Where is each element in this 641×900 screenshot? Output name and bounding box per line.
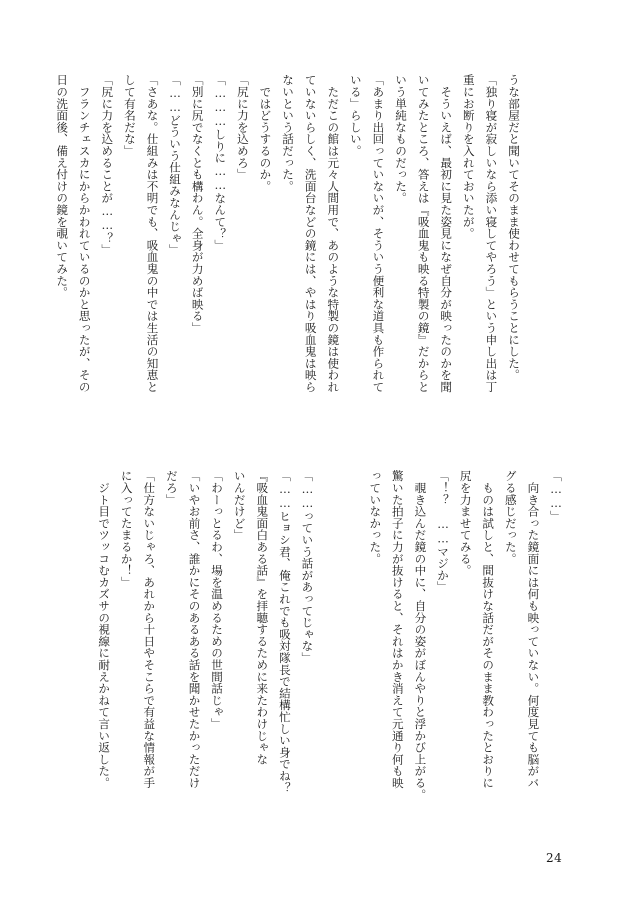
text-line: ではどうするのか。 bbox=[258, 74, 273, 192]
text-line: 『吸血鬼面白ある話』を拝聴するために来たわけじゃな bbox=[255, 470, 270, 765]
text-line: に入ってたまるか！」 bbox=[119, 470, 134, 588]
text-line: いんだけど」 bbox=[232, 470, 247, 541]
text-line: だろ」 bbox=[164, 470, 179, 506]
text-line: うな部屋だと聞いてそのまま使わせてもらうことにした。 bbox=[507, 74, 521, 381]
text-line: ただこの館は元々人間用で、あのような特製の鏡は使われ bbox=[326, 74, 341, 393]
text-line: 「あまり出回っていないが、そういう便利な道具も作られて bbox=[371, 74, 386, 393]
text-line: グる感じだった。 bbox=[503, 470, 518, 565]
text-line: 日の洗面後、備え付けの鏡を覗いてみた。 bbox=[55, 74, 70, 299]
text-line: ないという話だった。 bbox=[281, 74, 296, 192]
text-line: っていなかった。 bbox=[368, 470, 383, 565]
text-line: 「尻に力を込めろ」 bbox=[235, 74, 250, 181]
text-line: して有名だな」 bbox=[122, 74, 137, 157]
text-line: 向き合った鏡面には何も映っていない。何度見ても脳がバ bbox=[526, 470, 541, 789]
text-line: 重にお断りを入れておいたが。 bbox=[461, 74, 476, 240]
text-line: ものは試しと、間抜けな話だがそのまま教わったとおりに bbox=[481, 470, 496, 789]
text-line: ていないらしく、洗面台などの鏡には、やはり吸血鬼は映ら bbox=[303, 74, 318, 393]
text-line: 「……ヒョシ君、俺これでも吸対隊長で結構忙しい身でね？ bbox=[277, 470, 292, 794]
text-line: 驚いた拍子に力が抜けると、それはかき消えて元通り何も映 bbox=[390, 470, 405, 789]
text-line: 「別に尻でなくとも構わん。全身が力めば映る」 bbox=[190, 74, 205, 334]
bottom-text-block bbox=[97, 470, 567, 830]
text-line: いてみたところ、答えは『吸血鬼も映る特製の鏡』だからと bbox=[416, 74, 431, 393]
text-line: 尻を力ませてみる。 bbox=[458, 470, 473, 577]
text-line bbox=[341, 470, 364, 830]
text-line: 覗き込んだ鏡の中に、自分の姿がぼんやりと浮かび上がる。 bbox=[413, 470, 428, 801]
text-line: 「いやお前さ、誰かにそのあるある話を聞かせたかっただけ bbox=[187, 470, 202, 789]
text-line: 「さあな。仕組みは不明でも、吸血鬼の中では生活の知恵と bbox=[145, 74, 160, 393]
text-line: そういえば、最初に見た姿見になぜ自分が映ったのかを聞 bbox=[439, 74, 454, 393]
text-line: 「尻に力を込めることが……？」 bbox=[100, 74, 115, 256]
text-line: 「わーっとるわ、場を温めるための世間話じゃ」 bbox=[210, 470, 225, 730]
text-line: 「！？ ……マジか」 bbox=[436, 470, 451, 593]
text-line: 「……っていう話があってじゃな」 bbox=[300, 470, 315, 664]
text-line: フランチェスカにからかわれているのかと思ったが、その bbox=[77, 74, 92, 393]
text-line: いう単純なものだった。 bbox=[394, 74, 409, 204]
text-line: 「独り寝が寂しいなら添い寝してやろう」という申し出は丁 bbox=[484, 74, 499, 393]
text-line: いる」らしい。 bbox=[348, 74, 363, 157]
top-text-block bbox=[55, 74, 525, 436]
text-line: ジト目でツッコむカズサの視線に耐えかねて言い返した。 bbox=[97, 470, 112, 789]
text-line: 「仕方ないじゃろ、あれから十日やそこらで有益な情報が手 bbox=[142, 470, 157, 789]
page-number: 24 bbox=[546, 851, 563, 865]
text-line bbox=[318, 470, 341, 830]
text-line: 「……どういう仕組みなんじゃ」 bbox=[168, 74, 183, 256]
text-line: 「……」 bbox=[549, 470, 563, 522]
text-line: 「………しりに……なんて？」 bbox=[213, 74, 228, 252]
